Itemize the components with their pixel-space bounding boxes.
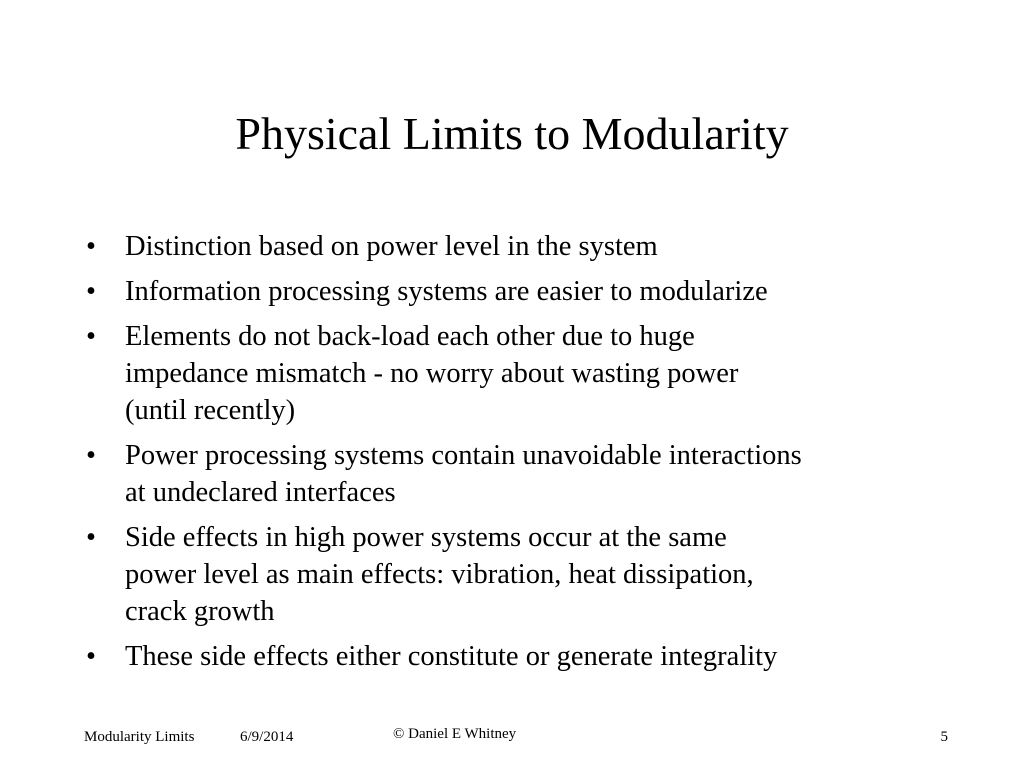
bullet-text: crack growth: [125, 596, 275, 627]
bullet-marker: •: [86, 231, 96, 262]
bullet-item: [84, 228, 984, 265]
footer-copyright: © Daniel E Whitney: [393, 726, 517, 742]
bullet-text: Elements do not back-load each other due to huge: [125, 321, 695, 352]
bullet-text: power level as main effects: vibration, heat dissipation,: [125, 559, 754, 590]
bullet-item: [84, 638, 984, 675]
bullet-text: Power processing systems contain unavoidable interactions: [125, 440, 802, 471]
bullet-marker: •: [86, 641, 96, 672]
footer-date: 6/9/2014: [240, 729, 294, 745]
bullet-text: Distinction based on power level in the system: [125, 231, 658, 262]
bullet-marker: •: [86, 276, 96, 307]
slide-title: Physical Limits to Modularity: [235, 108, 789, 159]
bullet-text: (until recently): [125, 395, 296, 426]
bullet-text: impedance mismatch - no worry about wasting power: [125, 358, 739, 389]
bullet-marker: •: [86, 440, 96, 471]
bullet-marker: •: [86, 321, 96, 352]
bullet-text: Side effects in high power systems occur at the same: [125, 522, 727, 553]
footer-page-number: 5: [940, 729, 948, 745]
bullet-text: These side effects either constitute or generate integrality: [125, 641, 778, 672]
footer-presentation-title: Modularity Limits: [84, 729, 195, 745]
bullet-text: at undeclared interfaces: [125, 477, 396, 508]
bullet-item: [84, 318, 984, 429]
bullet-item: [84, 519, 984, 630]
bullet-text: Information processing systems are easier to modularize: [125, 276, 768, 307]
bullet-list: [84, 228, 984, 683]
bullet-item: [84, 437, 984, 511]
bullet-item: [84, 273, 984, 310]
bullet-marker: •: [86, 522, 96, 553]
